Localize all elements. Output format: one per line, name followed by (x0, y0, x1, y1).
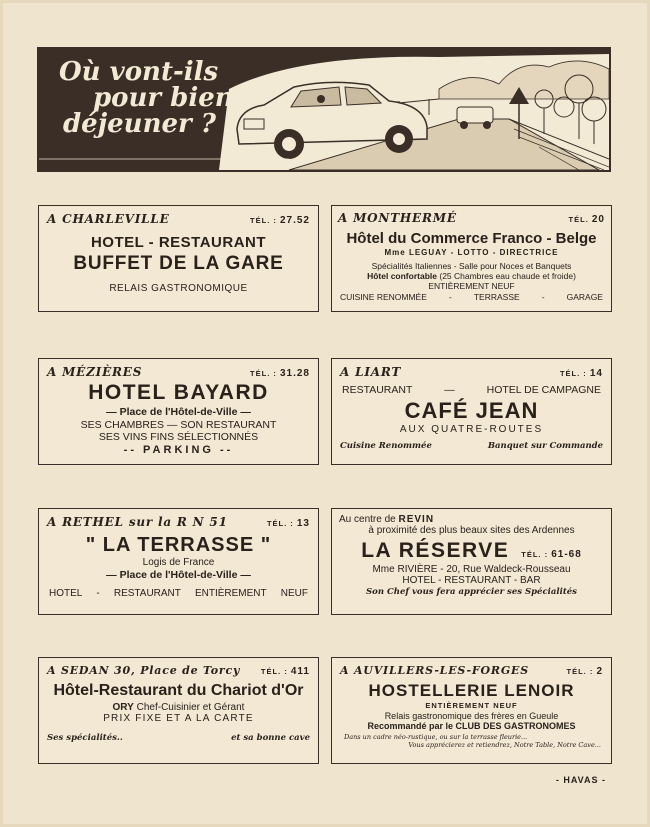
agency-credit: - HAVAS - (555, 775, 606, 785)
ad-features: HOTEL - RESTAURANT ENTIÈREMENT NEUF (49, 588, 308, 599)
ad-comfort: Hôtel confortable (25 Chambres eau chaude et froide) (367, 271, 576, 281)
ad-mezieres (38, 358, 319, 465)
ad-auvillers (331, 657, 612, 764)
ad-parking: -- PARKING -- (123, 444, 234, 456)
ad-charleville (38, 205, 319, 312)
ad-place: — Place de l'Hôtel-de-Ville — (106, 406, 251, 418)
ad-phone: TÉL. : 2 (566, 666, 603, 677)
ad-bottom-line: Ses spécialités.. et sa bonne cave (47, 733, 310, 743)
ad-phone: TÉL. 20 (568, 214, 605, 225)
slogan-line-2: pour bien (93, 83, 234, 113)
slogan-line-3: déjeuner ? (63, 109, 217, 139)
ad-montherme (331, 205, 612, 312)
ad-bottom-line: Cuisine Renommée Banquet sur Commande (340, 441, 603, 451)
header-banner (37, 47, 611, 172)
ad-name: Hôtel-Restaurant du Chariot d'Or (53, 682, 304, 699)
ad-name: BUFFET DE LA GARE (73, 253, 284, 274)
ad-intro-line2: à proximité des plus beaux sites des Ardennes (368, 525, 575, 536)
ad-relais: Relais gastronomique des frères en Gueule (384, 711, 559, 721)
ad-subtitle: RELAIS GASTRONOMIQUE (109, 283, 248, 294)
ad-name: HOTEL BAYARD (88, 381, 269, 404)
ad-rethel (38, 508, 319, 615)
ad-location: A RETHEL sur la R N 51 (47, 515, 228, 529)
slogan-line-1: Où vont-ils (59, 57, 219, 87)
ad-name: LA RÉSERVE (361, 539, 510, 562)
ad-features: CUISINE RENOMMÉE - TERRASSE - GARAGE (340, 292, 603, 302)
ad-location: A MONTHERMÉ (338, 211, 457, 225)
ad-slogan: Son Chef vous fera apprécier ses Spécialités (366, 587, 577, 597)
ad-name: HOSTELLERIE LENOIR (368, 681, 575, 700)
ad-liart (331, 358, 612, 465)
ad-chef: ORY Chef-Cuisinier et Gérant (112, 702, 245, 713)
ad-renovated: ENTIÈREMENT NEUF (425, 701, 518, 710)
ad-wines: SES VINS FINS SÉLECTIONNÉS (98, 431, 259, 443)
ad-note-2: Vous apprécierez et retiendrez, Notre Table, Notre Cave... (408, 741, 601, 749)
banner-slogan (53, 59, 263, 137)
ad-name: CAFÉ JEAN (404, 398, 539, 423)
ad-renovated: ENTIÈREMENT NEUF (428, 281, 515, 291)
ad-phone: TÉL. : 27.52 (250, 215, 310, 226)
ad-phone: TÉL. : 31.28 (250, 368, 310, 379)
ad-title: HOTEL - RESTAURANT (90, 234, 267, 251)
ad-top-line: RESTAURANT — HOTEL DE CAMPAGNE (342, 384, 601, 396)
ad-location: A LIART (340, 365, 402, 379)
ad-sub: Logis de France (142, 557, 215, 568)
ad-subtitle: AUX QUATRE-ROUTES (399, 424, 544, 435)
ad-rooms: SES CHAMBRES — SON RESTAURANT (80, 419, 277, 431)
ad-phone: TÉL. : 411 (260, 666, 310, 677)
ad-name: " LA TERRASSE " (85, 534, 272, 556)
ad-phone: TÉL. : 13 (266, 518, 310, 529)
ad-location: A CHARLEVILLE (47, 212, 170, 226)
ad-location: A AUVILLERS-LES-FORGES (340, 664, 529, 677)
ad-phone: TÉL. : 61-68 (521, 549, 582, 560)
ad-note-1: Dans un cadre néo-rustique, ou sur la terrasse fleurie... (344, 733, 528, 741)
ad-prices: PRIX FIXE ET A LA CARTE (103, 713, 254, 724)
ad-owners: Mme LEGUAY - LOTTO - DIRECTRICE (384, 248, 559, 257)
ad-location: A MÉZIÈRES (47, 365, 143, 379)
ad-type: HOTEL - RESTAURANT - BAR (402, 575, 541, 586)
ad-phone: TÉL. : 14 (559, 368, 603, 379)
ad-revin (331, 508, 612, 615)
ad-recommended: Recommandé par le CLUB DES GASTRONOMES (367, 721, 576, 731)
ad-name-row (339, 539, 604, 563)
ad-place: — Place de l'Hôtel-de-Ville — (106, 569, 251, 581)
ad-location: A SEDAN 30, Place de Torcy (47, 664, 241, 677)
ad-name: Hôtel du Commerce Franco - Belge (346, 230, 597, 247)
ad-address: Mme RIVIÈRE - 20, Rue Waldeck-Rousseau (372, 564, 571, 575)
ad-intro: Au centre de REVIN (339, 514, 435, 525)
ad-specialties: Spécialités Italiennes - Salle pour Noces et Banquets (371, 261, 572, 271)
ad-sedan (38, 657, 319, 764)
